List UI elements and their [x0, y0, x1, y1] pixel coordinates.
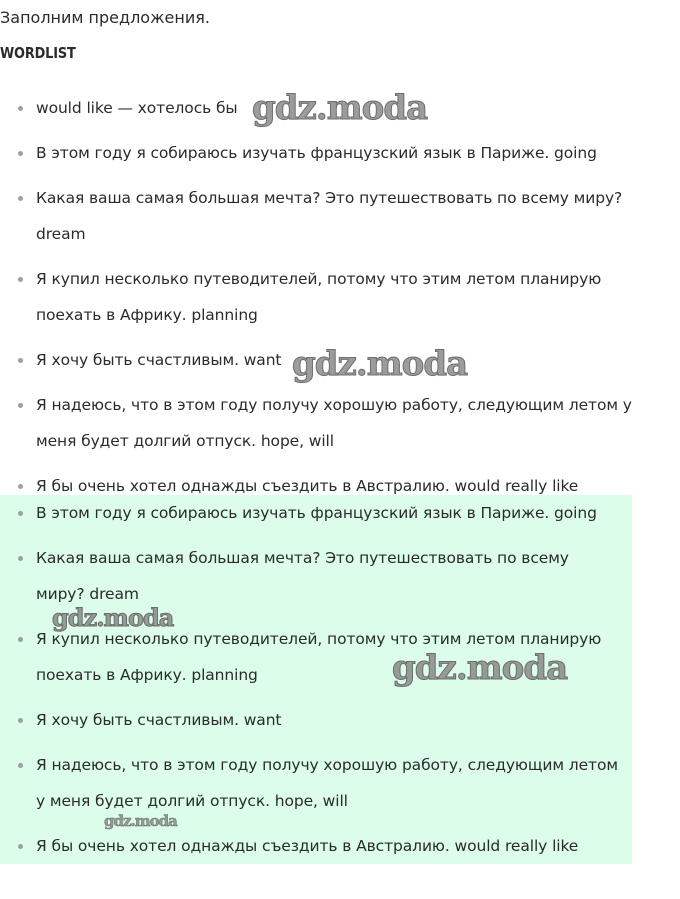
wordlist-list: [0, 90, 660, 513]
watermark-logo: gdz.moda: [52, 603, 174, 632]
list-item: would like — хотелось бы: [0, 90, 660, 126]
list-item: Я надеюсь, что в этом году получу хорошую работу, следующим летом у меня будет долгий отпуск. hope, will: [0, 747, 660, 819]
watermark-logo: gdz.moda: [252, 88, 428, 128]
list-item: Я надеюсь, что в этом году получу хорошую работу, следующим летом у меня будет долгий отпуск. hope, will: [0, 387, 660, 459]
watermark-logo: gdz.moda: [292, 344, 468, 384]
watermark-logo: gdz.moda: [392, 648, 568, 688]
list-item: Я хочу быть счастливым. want: [0, 342, 660, 378]
list-item: Я бы очень хотел однажды съездить в Австралию. would really like: [0, 828, 660, 864]
list-item: Какая ваша самая большая мечта? Это путешествовать по всему миру? dream: [0, 180, 660, 252]
watermark-logo: gdz.moda: [104, 812, 177, 830]
answer-list: [0, 495, 660, 873]
list-item: В этом году я собираюсь изучать французский язык в Париже. going: [0, 495, 660, 531]
list-item: Какая ваша самая большая мечта? Это путешествовать по всему миру? dream: [0, 540, 660, 612]
wordlist-heading: WORDLIST: [0, 44, 76, 62]
list-item: Я бы очень хотел однажды съездить в Австралию. would really like: [0, 468, 660, 504]
intro-text: Заполним предложения.: [0, 8, 210, 27]
list-item: Я купил несколько путеводителей, потому что этим летом планирую поехать в Африку. planning: [0, 621, 660, 693]
list-item: В этом году я собираюсь изучать французский язык в Париже. going: [0, 135, 660, 171]
list-item: Я хочу быть счастливым. want: [0, 702, 660, 738]
list-item: Я купил несколько путеводителей, потому что этим летом планирую поехать в Африку. planning: [0, 261, 660, 333]
